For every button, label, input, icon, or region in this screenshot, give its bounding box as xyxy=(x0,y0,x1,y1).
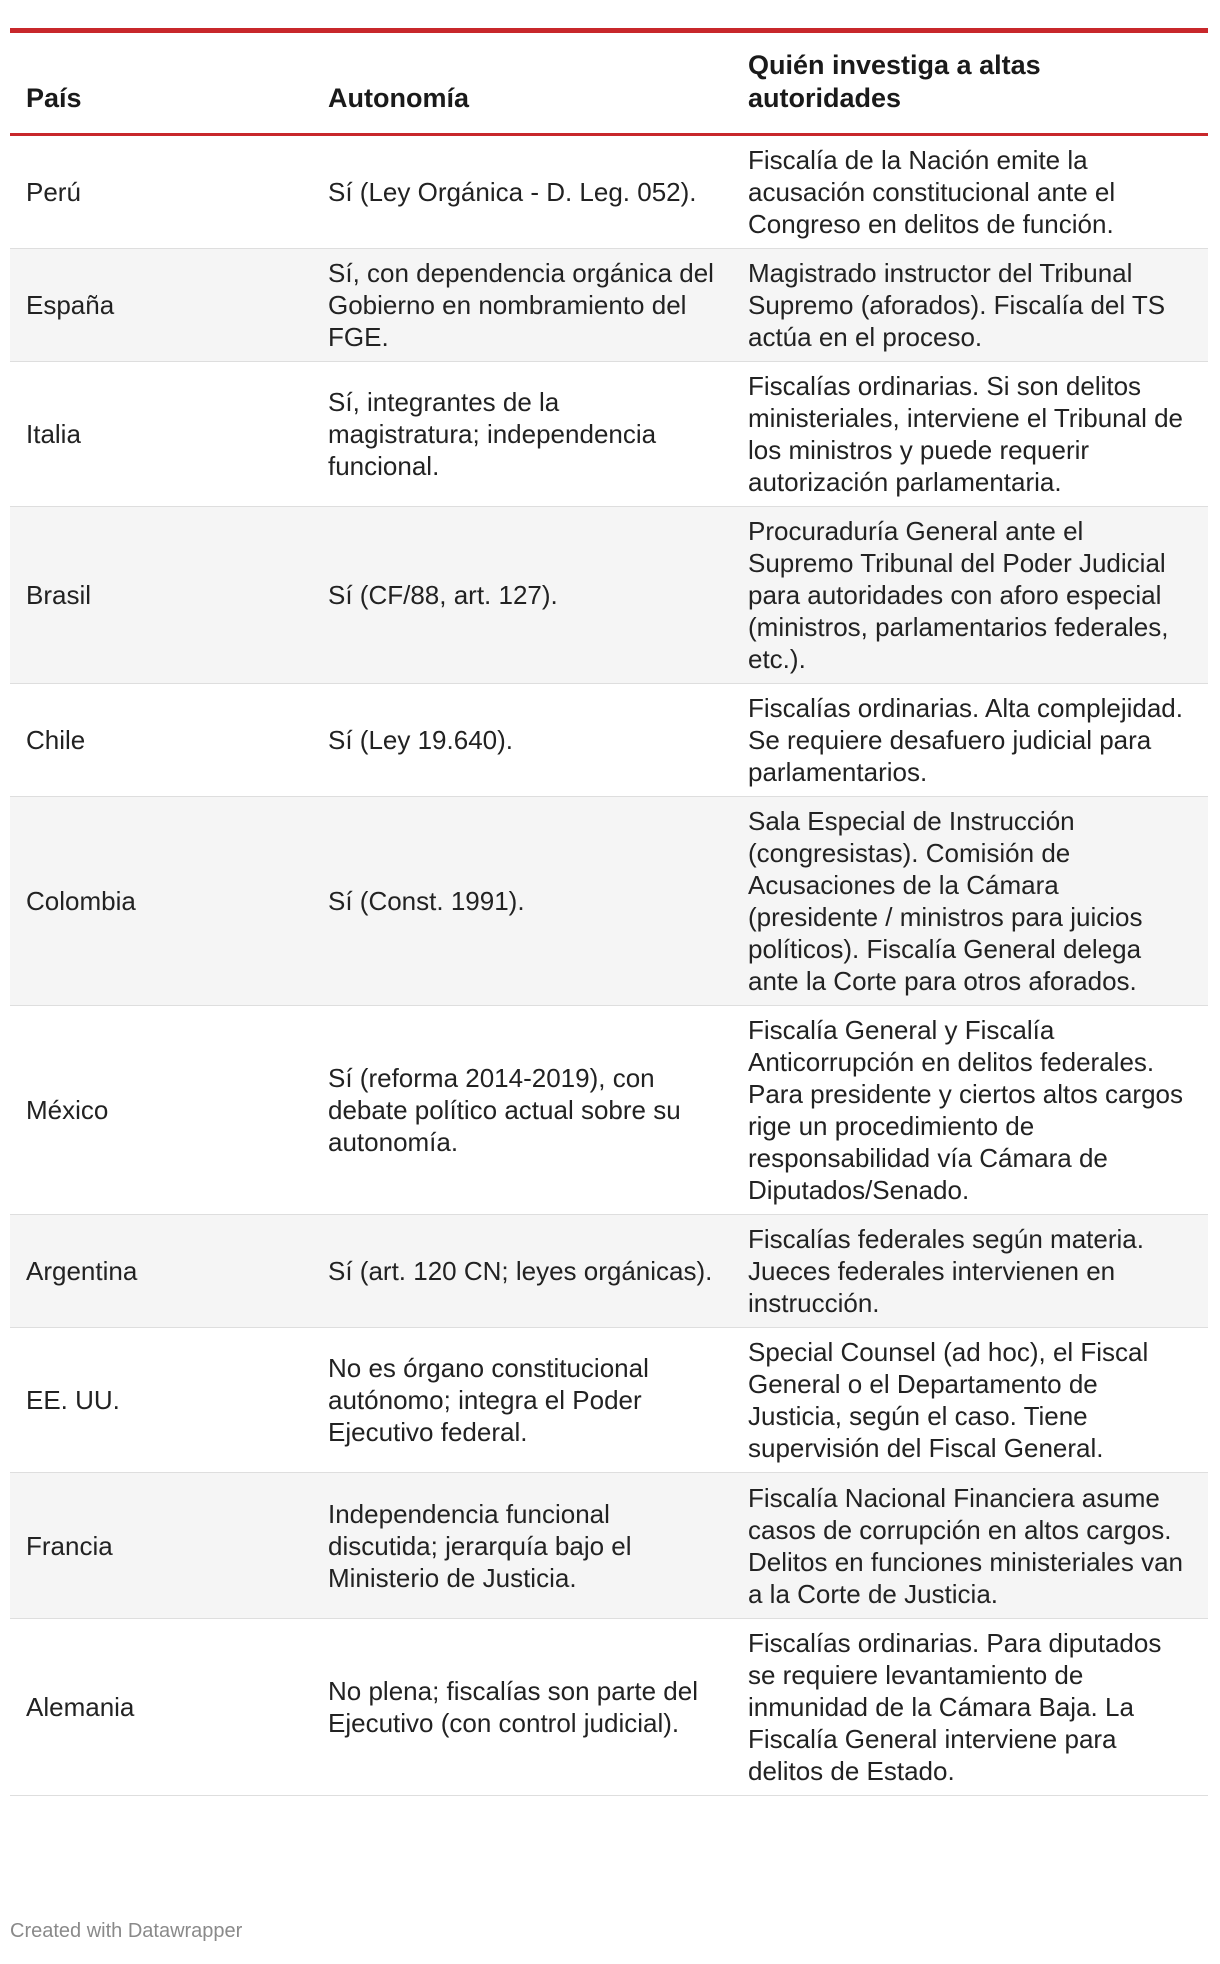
cell-pais: Francia xyxy=(10,1473,312,1619)
cell-investiga: Procuraduría General ante el Supremo Tribunal del Poder Judicial para autoridades con aforo especial (ministros, parlamentarios federales, etc.). xyxy=(732,507,1208,684)
cell-investiga: Fiscalías federales según materia. Jueces federales intervienen en instrucción. xyxy=(732,1215,1208,1328)
cell-autonomia: Sí (Const. 1991). xyxy=(312,797,732,1006)
comparison-table xyxy=(10,33,1208,1796)
cell-pais: Brasil xyxy=(10,507,312,684)
cell-autonomia: Sí (Ley 19.640). xyxy=(312,684,732,797)
datawrapper-credit[interactable]: Created with Datawrapper xyxy=(10,1920,243,1942)
cell-pais: EE. UU. xyxy=(10,1328,312,1473)
cell-autonomia: Sí, integrantes de la magistratura; independencia funcional. xyxy=(312,362,732,507)
table-header xyxy=(10,33,1208,135)
table-body xyxy=(10,135,1208,1796)
table-row xyxy=(10,1328,1208,1473)
cell-pais: España xyxy=(10,249,312,362)
cell-pais: México xyxy=(10,1006,312,1215)
cell-investiga: Fiscalía Nacional Financiera asume casos de corrupción en altos cargos. Delitos en funciones ministeriales van a la Corte de Justicia. xyxy=(732,1473,1208,1619)
table-container xyxy=(10,28,1208,1796)
table-row xyxy=(10,1215,1208,1328)
cell-investiga: Fiscalía de la Nación emite la acusación constitucional ante el Congreso en delitos de función. xyxy=(732,135,1208,249)
header-row xyxy=(10,33,1208,135)
cell-investiga: Special Counsel (ad hoc), el Fiscal General o el Departamento de Justicia, según el caso. Tiene supervisión del Fiscal General. xyxy=(732,1328,1208,1473)
table-row xyxy=(10,797,1208,1006)
cell-autonomia: Sí (reforma 2014-2019), con debate político actual sobre su autonomía. xyxy=(312,1006,732,1215)
cell-pais: Chile xyxy=(10,684,312,797)
cell-autonomia: Sí, con dependencia orgánica del Gobierno en nombramiento del FGE. xyxy=(312,249,732,362)
cell-autonomia: Independencia funcional discutida; jerarquía bajo el Ministerio de Justicia. xyxy=(312,1473,732,1619)
cell-autonomia: Sí (art. 120 CN; leyes orgánicas). xyxy=(312,1215,732,1328)
table-row xyxy=(10,1006,1208,1215)
cell-pais: Alemania xyxy=(10,1619,312,1796)
cell-investiga: Fiscalías ordinarias. Si son delitos ministeriales, interviene el Tribunal de los ministros y puede requerir autorización parlamentaria. xyxy=(732,362,1208,507)
cell-pais: Italia xyxy=(10,362,312,507)
table-row xyxy=(10,507,1208,684)
cell-autonomia: Sí (Ley Orgánica - D. Leg. 052). xyxy=(312,135,732,249)
table-row xyxy=(10,1619,1208,1796)
cell-autonomia: No es órgano constitucional autónomo; integra el Poder Ejecutivo federal. xyxy=(312,1328,732,1473)
cell-investiga: Fiscalías ordinarias. Para diputados se requiere levantamiento de inmunidad de la Cámara Baja. La Fiscalía General interviene para delitos de Estado. xyxy=(732,1619,1208,1796)
cell-investiga: Magistrado instructor del Tribunal Supremo (aforados). Fiscalía del TS actúa en el proceso. xyxy=(732,249,1208,362)
table-row xyxy=(10,684,1208,797)
cell-autonomia: Sí (CF/88, art. 127). xyxy=(312,507,732,684)
table-row xyxy=(10,249,1208,362)
cell-pais: Colombia xyxy=(10,797,312,1006)
header-quien-investiga[interactable]: Quién investiga a altas autoridades xyxy=(732,33,1208,135)
header-autonomia[interactable]: Autonomía xyxy=(312,33,732,135)
table-row xyxy=(10,135,1208,249)
header-pais[interactable]: País xyxy=(10,33,312,135)
cell-pais: Argentina xyxy=(10,1215,312,1328)
cell-investiga: Fiscalías ordinarias. Alta complejidad. Se requiere desafuero judicial para parlamentarios. xyxy=(732,684,1208,797)
table-row xyxy=(10,362,1208,507)
cell-investiga: Sala Especial de Instrucción (congresistas). Comisión de Acusaciones de la Cámara (presidente / ministros para juicios políticos). Fiscalía General delega ante la Corte para otros aforados. xyxy=(732,797,1208,1006)
table-row xyxy=(10,1473,1208,1619)
cell-investiga: Fiscalía General y Fiscalía Anticorrupción en delitos federales. Para presidente y ciertos altos cargos rige un procedimiento de responsabilidad vía Cámara de Diputados/Senado. xyxy=(732,1006,1208,1215)
cell-autonomia: No plena; fiscalías son parte del Ejecutivo (con control judicial). xyxy=(312,1619,732,1796)
cell-pais: Perú xyxy=(10,135,312,249)
